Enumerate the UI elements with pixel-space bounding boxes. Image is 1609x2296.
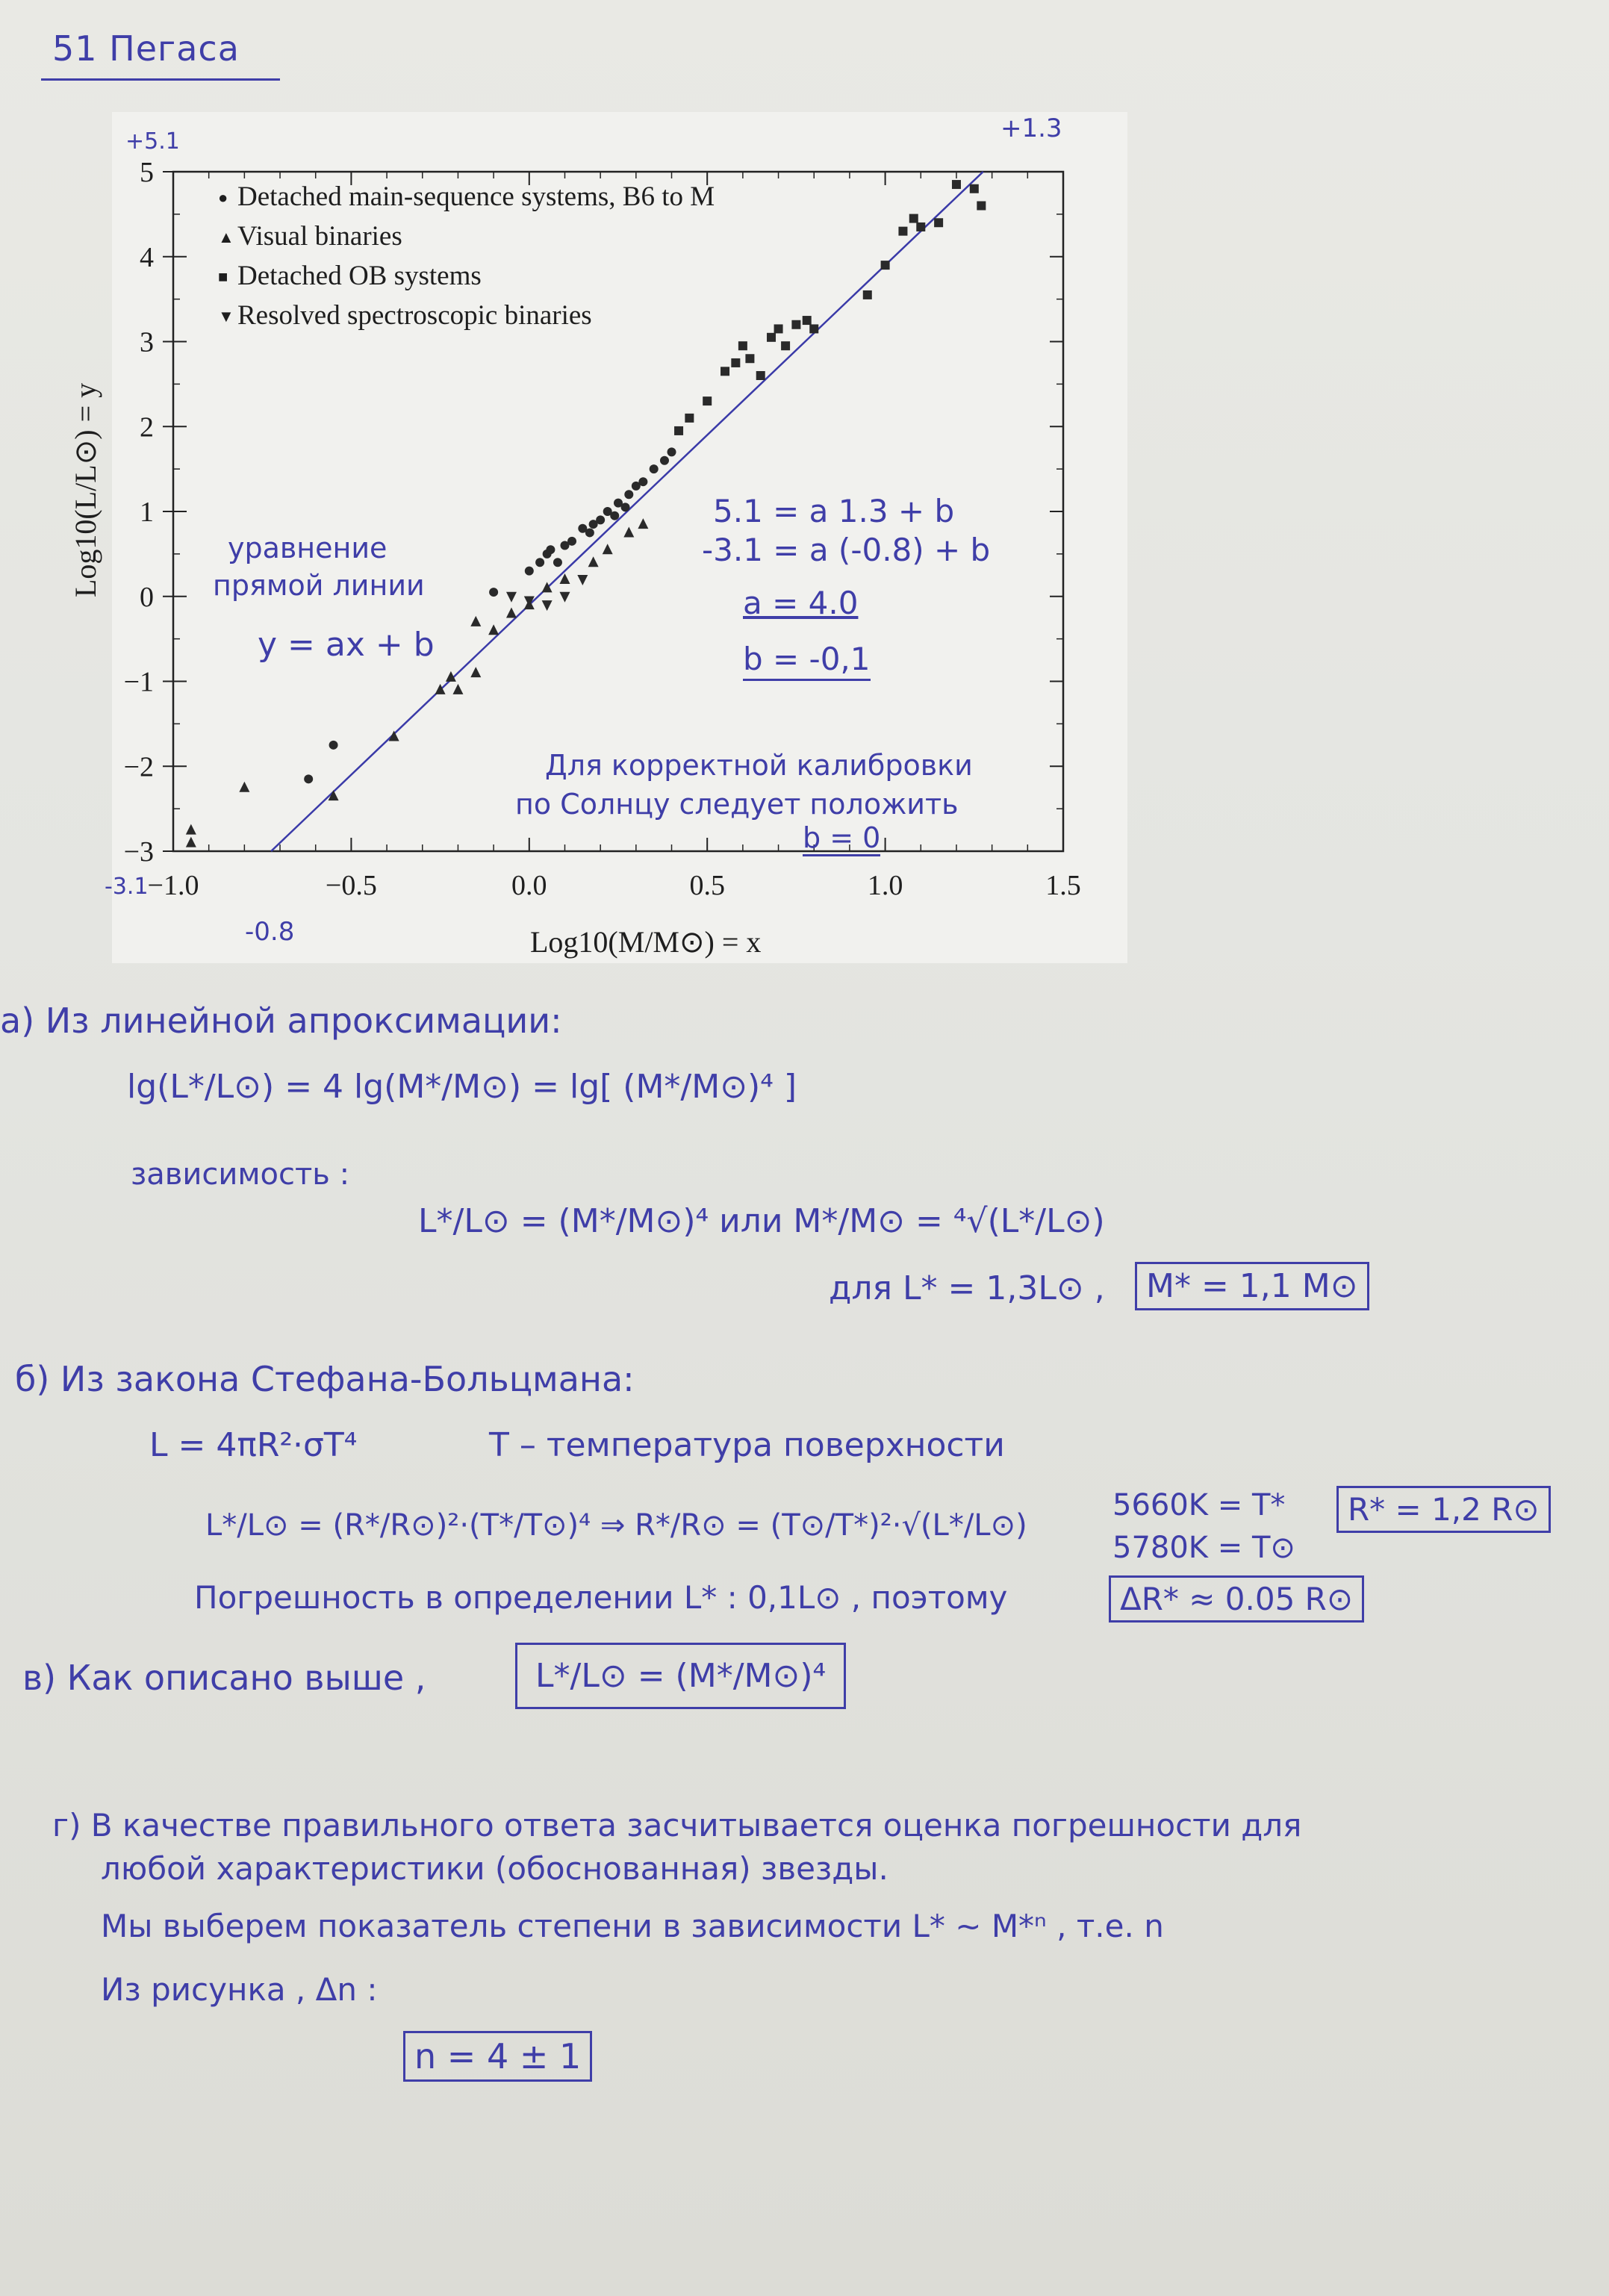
data-point-square xyxy=(756,371,765,380)
section-a-dep-label: зависимость : xyxy=(131,1157,350,1192)
line-eq: y = ax + b xyxy=(258,626,435,664)
data-point-circle xyxy=(304,774,313,783)
x-axis-label: Log10(M/M⊙) = x xyxy=(530,925,762,959)
data-point-square xyxy=(809,324,818,333)
system-eq-2: -3.1 = a (-0.8) + b xyxy=(702,532,991,568)
y-tick-label: 3 xyxy=(140,326,154,358)
data-point-square xyxy=(703,396,712,405)
section-v-text: в) Как описано выше , xyxy=(22,1658,426,1698)
data-point-circle xyxy=(610,511,619,520)
data-point-triangle-up xyxy=(452,684,463,694)
y-tick-label: 4 xyxy=(140,241,154,273)
x-tick-label: −0.5 xyxy=(325,870,377,901)
data-point-triangle-down xyxy=(542,600,553,611)
data-point-square xyxy=(863,290,872,299)
data-point-square xyxy=(881,261,890,270)
legend-marker-1: ● xyxy=(218,188,228,207)
data-point-square xyxy=(781,341,790,350)
data-point-circle xyxy=(585,528,594,537)
y-tick-label: 1 xyxy=(140,497,154,528)
system-eq-1: 5.1 = a 1.3 + b xyxy=(713,493,955,529)
legend-entry-1: Detached main-sequence systems, B6 to M xyxy=(237,181,715,212)
data-point-circle xyxy=(329,741,338,750)
data-point-square xyxy=(909,214,918,223)
section-a-header: а) Из линейной апроксимации: xyxy=(0,1001,562,1041)
y-tick-label: −3 xyxy=(123,836,154,868)
section-a-answer: M* = 1,1 M⊙ xyxy=(1135,1262,1369,1310)
section-v-answer: L*/L⊙ = (M*/M⊙)⁴ xyxy=(515,1643,846,1709)
data-point-circle xyxy=(567,537,576,546)
x-tick-label: −1.0 xyxy=(147,870,199,901)
data-point-square xyxy=(791,320,800,329)
y-tick-label: 0 xyxy=(140,581,154,613)
data-point-square xyxy=(898,227,907,236)
y-axis-label: Log10(L/L⊙) = y xyxy=(69,382,102,597)
section-b-error: Погрешность в определении L* : 0,1L⊙ , поэтому xyxy=(194,1579,1008,1616)
data-point-square xyxy=(916,223,925,231)
data-point-square xyxy=(803,316,812,325)
legend-entry-4: Resolved spectroscopic binaries xyxy=(237,300,592,331)
section-a-eq1: lg(L*/L⊙) = 4 lg(M*/M⊙) = lg[ (M*/M⊙)⁴ ] xyxy=(127,1068,797,1106)
section-b-t-star: 5660K = T* xyxy=(1112,1488,1286,1522)
section-a-for: для L* = 1,3L⊙ , xyxy=(829,1269,1105,1307)
a-result: a = 4.0 xyxy=(743,585,859,621)
data-point-triangle-up xyxy=(239,782,249,792)
data-point-square xyxy=(731,358,740,367)
calib-line-3: b = 0 xyxy=(803,821,880,856)
calib-line-2: по Солнцу следует положить xyxy=(515,788,959,821)
data-point-square xyxy=(952,180,961,189)
annot-bottom-left: -3.1 xyxy=(105,874,149,900)
data-point-circle xyxy=(546,545,555,554)
section-b-law: L = 4πR²·σT⁴ xyxy=(149,1426,358,1464)
legend-marker-4: ▼ xyxy=(218,307,234,326)
data-point-triangle-up xyxy=(186,824,196,835)
section-g-line1: г) В качестве правильного ответа засчитывается оценка погрешности для xyxy=(52,1807,1302,1844)
y-tick-label: 5 xyxy=(140,157,154,188)
section-g-answer: n = 4 ± 1 xyxy=(403,2031,592,2082)
b-result: b = -0,1 xyxy=(743,641,871,681)
data-point-triangle-up xyxy=(623,526,634,537)
data-point-triangle-up xyxy=(470,667,481,677)
line-eq-title-1: уравнение xyxy=(228,532,388,564)
data-point-square xyxy=(738,341,747,350)
data-point-triangle-down xyxy=(577,575,588,585)
data-point-triangle-up xyxy=(588,556,599,567)
y-tick-label: 2 xyxy=(140,411,154,444)
section-g-line2: любой характеристики (обоснованная) звезды. xyxy=(101,1850,888,1887)
section-b-t-sun: 5780K = T⊙ xyxy=(1112,1531,1295,1565)
data-point-circle xyxy=(489,588,498,597)
section-g-line3: Мы выберем показатель степени в зависимости L* ~ M*ⁿ , т.е. n xyxy=(101,1908,1164,1944)
data-point-circle xyxy=(621,503,630,511)
data-point-triangle-down xyxy=(559,592,570,603)
data-point-triangle-down xyxy=(506,592,517,603)
data-point-square xyxy=(977,202,986,211)
data-point-square xyxy=(774,324,783,333)
section-g-line4: Из рисунка , Δn : xyxy=(101,1971,378,2008)
legend-entry-2: Visual binaries xyxy=(237,221,402,252)
data-point-square xyxy=(674,426,683,435)
section-b-answer: R* = 1,2 R⊙ xyxy=(1336,1486,1551,1533)
data-point-circle xyxy=(667,447,676,456)
data-point-triangle-up xyxy=(506,608,517,618)
data-point-circle xyxy=(624,490,633,499)
x-tick-label: 0.0 xyxy=(511,870,547,901)
legend-entry-3: Detached OB systems xyxy=(237,261,482,291)
data-point-circle xyxy=(650,464,659,473)
y-tick-label: −2 xyxy=(123,751,154,783)
data-point-square xyxy=(934,218,943,227)
data-point-circle xyxy=(638,477,647,486)
data-point-triangle-up xyxy=(389,730,399,741)
legend-marker-3: ■ xyxy=(218,267,228,286)
annot-x-marker: -0.8 xyxy=(245,917,295,947)
section-b-header: б) Из закона Стефана-Больцмана: xyxy=(15,1359,635,1399)
data-point-square xyxy=(721,367,729,376)
x-tick-label: 0.5 xyxy=(689,870,725,901)
data-point-triangle-up xyxy=(638,518,648,529)
y-tick-label: −1 xyxy=(123,666,154,698)
data-point-square xyxy=(745,354,754,363)
section-b-t-def: T – температура поверхности xyxy=(489,1426,1005,1464)
annot-top-right: +1.3 xyxy=(1000,113,1062,143)
data-point-triangle-up xyxy=(470,616,481,626)
section-b-eq: L*/L⊙ = (R*/R⊙)²·(T*/T⊙)⁴ ⇒ R*/R⊙ = (T⊙/T*)²·√(L*/L⊙) xyxy=(205,1508,1027,1543)
data-point-square xyxy=(685,414,694,423)
legend-marker-2: ▲ xyxy=(218,228,234,246)
data-point-circle xyxy=(535,558,544,567)
page-title: 51 Пегаса xyxy=(52,28,240,69)
data-point-circle xyxy=(525,567,534,576)
section-b-error-answer: ΔR* ≈ 0.05 R⊙ xyxy=(1109,1575,1364,1623)
data-point-circle xyxy=(596,515,605,524)
data-point-triangle-up xyxy=(603,544,613,554)
data-point-square xyxy=(767,333,776,342)
data-point-triangle-up xyxy=(186,837,196,847)
data-point-circle xyxy=(553,558,562,567)
data-point-square xyxy=(970,184,979,193)
x-tick-label: 1.5 xyxy=(1045,870,1081,901)
calib-line-1: Для корректной калибровки xyxy=(545,749,973,782)
x-tick-label: 1.0 xyxy=(867,870,903,901)
section-a-eq2: L*/L⊙ = (M*/M⊙)⁴ или M*/M⊙ = ⁴√(L*/L⊙) xyxy=(418,1202,1105,1240)
annot-top-left: +5.1 xyxy=(125,128,180,155)
data-point-circle xyxy=(660,456,669,465)
line-eq-title-2: прямой линии xyxy=(213,569,425,602)
data-point-triangle-up xyxy=(488,624,499,635)
